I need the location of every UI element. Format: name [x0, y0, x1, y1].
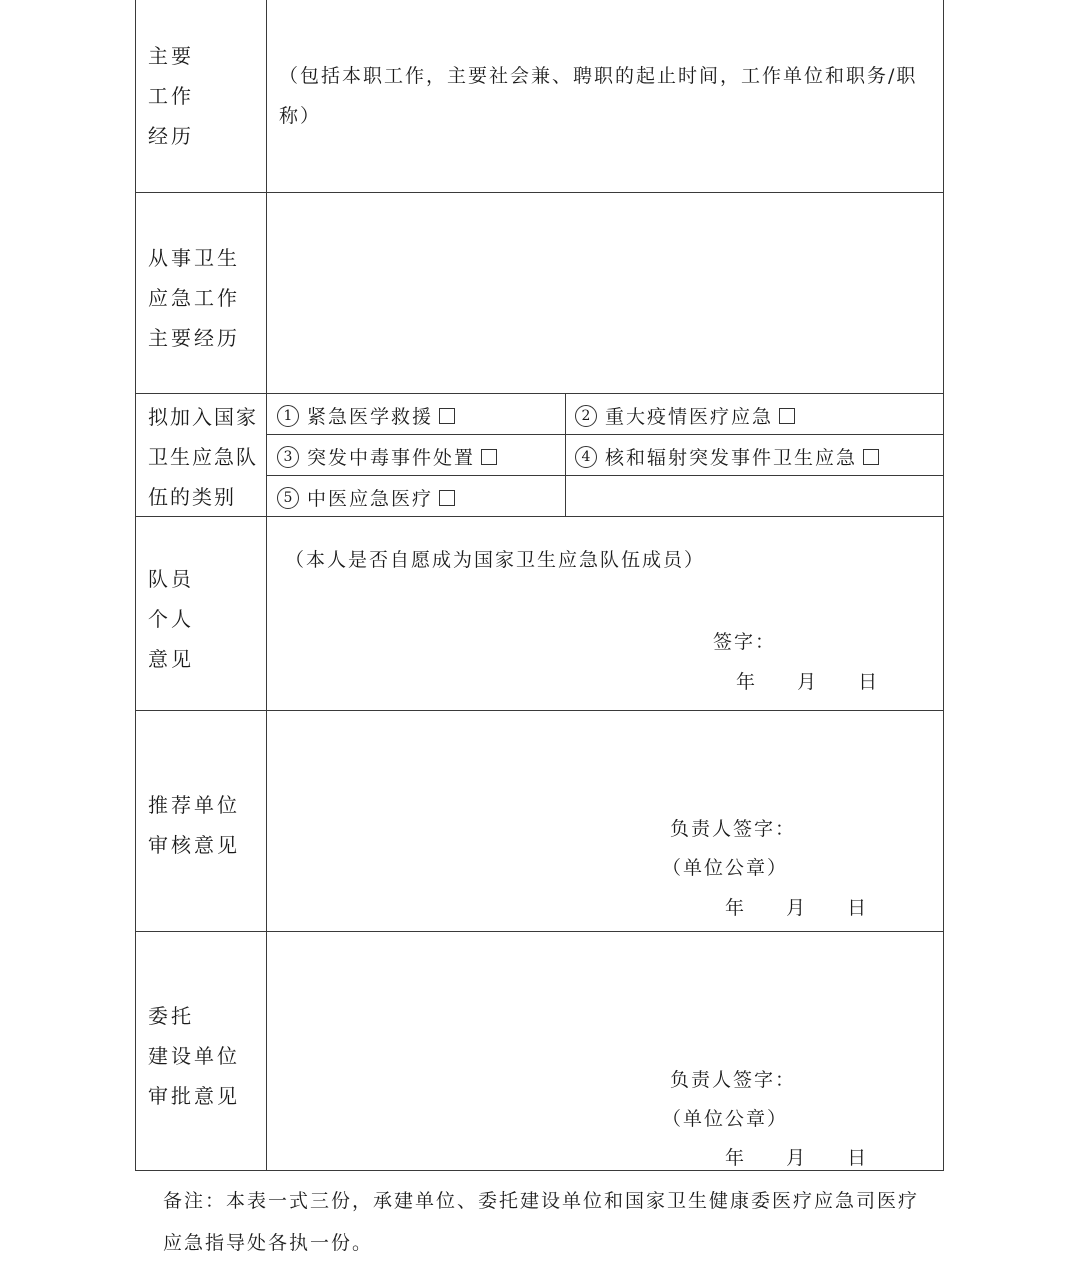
- label-line: 应急工作: [148, 286, 240, 310]
- label-line: 伍的类别: [148, 485, 236, 509]
- row-member-opinion: [136, 516, 943, 711]
- label-line: 审批意见: [148, 1084, 240, 1108]
- label-line: 推荐单位: [148, 793, 240, 817]
- year-label: 年: [725, 897, 745, 919]
- option-label: 重大疫情医疗应急: [605, 406, 774, 428]
- signature-label: 签字：: [713, 631, 777, 653]
- circled-number-icon: 5: [277, 487, 299, 509]
- label-cell: [136, 0, 267, 193]
- year-label: 年: [736, 671, 756, 693]
- row-label: [148, 238, 240, 358]
- month-label: 月: [797, 671, 817, 693]
- day-label: 日: [858, 671, 878, 693]
- circled-number-icon: 4: [575, 446, 597, 468]
- checkbox[interactable]: [439, 490, 455, 506]
- label-line: 建设单位: [148, 1044, 240, 1068]
- day-label: 日: [847, 897, 867, 919]
- circled-number-icon: 2: [575, 405, 597, 427]
- year-label: 年: [725, 1147, 745, 1169]
- row-label: [148, 36, 194, 156]
- label-cell: [136, 517, 267, 711]
- checkbox[interactable]: [439, 408, 455, 424]
- day-label: 日: [847, 1147, 867, 1169]
- member-opinion-hint: （本人是否自愿成为国家卫生应急队伍成员）: [285, 549, 706, 571]
- label-line: 拟加入国家: [148, 405, 258, 429]
- checkbox[interactable]: [481, 449, 497, 465]
- label-line: 个人: [148, 607, 194, 631]
- footnote: 备注：本表一式三份，承建单位、委托建设单位和国家卫生健康委医疗应急司医疗应急指导处各执一份。: [163, 1190, 920, 1254]
- label-line: 意见: [148, 647, 194, 671]
- label-line: 经历: [148, 124, 194, 148]
- label-line: 审核意见: [148, 833, 240, 857]
- member-opinion-field[interactable]: [267, 517, 943, 711]
- registration-form-table: [135, 0, 944, 1171]
- category-option-1[interactable]: [267, 397, 455, 437]
- responsible-signature-label: 负责人签字：: [670, 1069, 797, 1091]
- label-cell: [136, 932, 267, 1171]
- row-emergency-history: [136, 192, 943, 393]
- emergency-history-field[interactable]: [267, 193, 943, 393]
- responsible-signature-label: 负责人签字：: [670, 818, 797, 840]
- circled-number-icon: 3: [277, 446, 299, 468]
- work-history-field[interactable]: [267, 0, 943, 193]
- label-cell: [136, 193, 267, 393]
- row-team-category: [136, 393, 943, 516]
- label-cell: [136, 394, 267, 516]
- checkbox[interactable]: [779, 408, 795, 424]
- row-recommend-review: [136, 710, 943, 932]
- category-option-2[interactable]: [565, 397, 795, 437]
- unit-seal-label: （单位公章）: [662, 857, 789, 879]
- month-label: 月: [786, 897, 806, 919]
- circled-number-icon: 1: [277, 405, 299, 427]
- checkbox[interactable]: [863, 449, 879, 465]
- category-option-4[interactable]: [565, 438, 879, 478]
- option-label: 紧急医学救援: [307, 406, 434, 428]
- category-options: [267, 394, 943, 516]
- row-approval: [136, 931, 943, 1171]
- row-label: [148, 785, 240, 865]
- label-cell: [136, 711, 267, 932]
- label-line: 从事卫生: [148, 246, 240, 270]
- label-line: 工作: [148, 84, 194, 108]
- row-work-history: [136, 0, 943, 193]
- month-label: 月: [786, 1147, 806, 1169]
- label-line: 委托: [148, 1004, 194, 1028]
- date-line: [725, 1143, 866, 1170]
- approval-field[interactable]: [267, 932, 943, 1171]
- label-line: 主要: [148, 44, 194, 68]
- date-line: [736, 667, 877, 694]
- unit-seal-label: （单位公章）: [662, 1108, 789, 1130]
- row-label: [148, 559, 194, 679]
- option-label: 中医应急医疗: [307, 488, 434, 510]
- category-option-3[interactable]: [267, 438, 497, 478]
- work-history-hint: （包括本职工作，主要社会兼、聘职的起止时间，工作单位和职务/职称）: [279, 65, 918, 127]
- option-label: 突发中毒事件处置: [307, 447, 476, 469]
- label-line: 卫生应急队: [148, 445, 258, 469]
- row-label: [148, 397, 258, 517]
- recommend-review-field[interactable]: [267, 711, 943, 932]
- option-label: 核和辐射突发事件卫生应急: [605, 447, 858, 469]
- category-option-5[interactable]: [267, 479, 455, 519]
- row-label: [148, 996, 240, 1116]
- date-line: [725, 893, 866, 920]
- label-line: 队员: [148, 567, 194, 591]
- label-line: 主要经历: [148, 326, 240, 350]
